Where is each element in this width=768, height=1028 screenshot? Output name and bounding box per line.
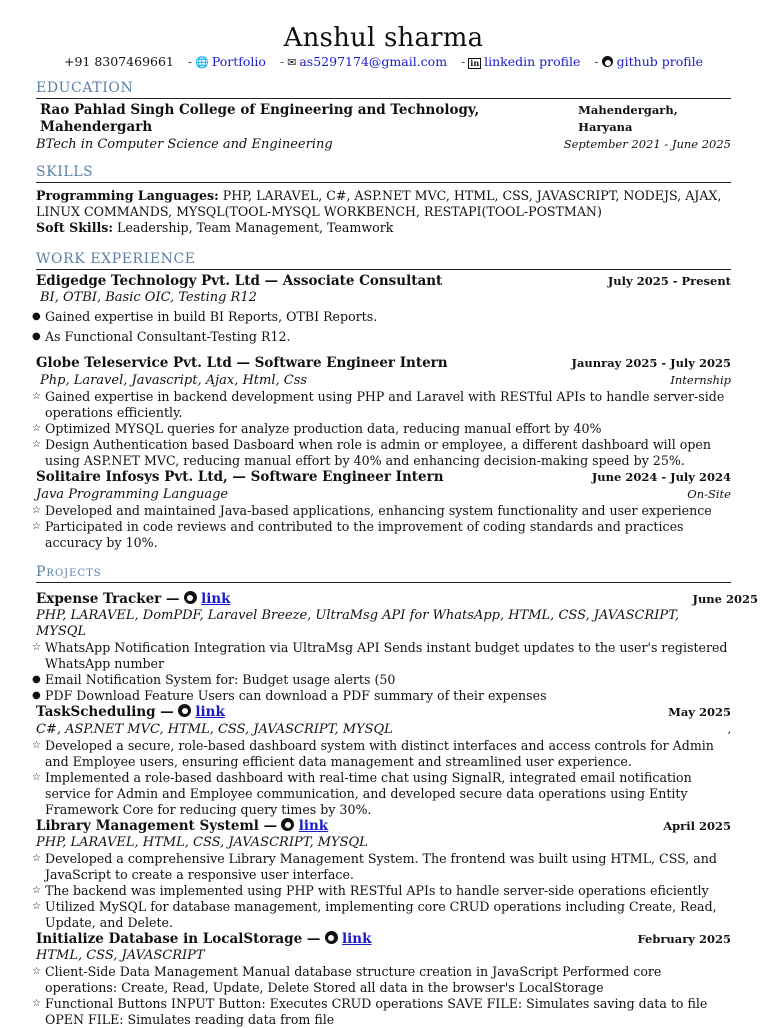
list-item: ☆ Gained expertise in backend development using PHP and Laravel with RESTful APIs to handle server-side operations efficiently.: [32, 389, 725, 420]
list-item: ☆ Utilized MySQL for database management, implementing core CRUD operations including Create, Read, Update, and Delete.: [32, 899, 717, 930]
project-title: TaskScheduling — link: [36, 704, 225, 720]
list-item: ☆ Developed a comprehensive Library Management System. The frontend was built using HTML, CSS, and JavaScript to create a responsive user interface.: [32, 851, 717, 882]
list-item: ☆ Optimized MYSQL queries for analyze production data, reducing manual effort by 40%: [32, 421, 602, 436]
job-bullets: [32, 503, 731, 551]
job-header: [36, 273, 731, 290]
bullet-star-icon: ☆: [32, 521, 41, 532]
project-title: Expense Tracker — link: [36, 591, 231, 607]
education-dates: September 2021 - June 2025: [563, 137, 731, 151]
github-icon: [184, 591, 197, 604]
separator: -: [187, 54, 193, 69]
project-title: Initialize Database in LocalStorage — link: [36, 931, 372, 947]
job-company: Solitaire Infosys Pvt. Ltd, — Software Engineer Intern: [36, 469, 444, 485]
project-header: [36, 704, 731, 721]
bullet-star-icon: ☆: [32, 391, 41, 402]
portfolio-link[interactable]: Portfolio: [211, 54, 266, 69]
programming-languages: [36, 188, 731, 220]
bullet-star-icon: ☆: [32, 772, 41, 783]
project-header: [36, 931, 731, 948]
phone-number: +91 8307469661: [64, 54, 174, 69]
separator: -: [279, 54, 285, 69]
job-subheader: [36, 290, 731, 306]
bullet-star-icon: ☆: [32, 740, 41, 751]
project-bullets: [32, 851, 731, 931]
bullet-dot-icon: ●: [32, 331, 41, 342]
education-heading: EDUCATION: [36, 79, 731, 99]
project-title: Library Management Systeml — link: [36, 818, 329, 834]
list-item: ☆ Design Authentication based Dasboard when role is admin or employee, a different dashboard will open using ASP.NET MVC, reducing manual effort by 40% and enhancing decision-making speed by 25%.: [32, 437, 711, 468]
project-tech: HTML, CSS, JAVASCRIPT: [36, 948, 205, 963]
project-link[interactable]: link: [195, 704, 225, 720]
job-header: [36, 469, 731, 486]
email-link[interactable]: as5297174@gmail.com: [299, 54, 448, 69]
bullet-dot-icon: ●: [32, 674, 41, 685]
list-item: ☆ Participated in code reviews and contributed to the improvement of coding standards and practices accuracy by 10%.: [32, 519, 684, 550]
job-subheader: [36, 486, 731, 503]
job-type: On-Site: [687, 487, 731, 501]
separator: -: [461, 54, 466, 69]
project-date: June 2025: [692, 592, 758, 606]
bullet-star-icon: ☆: [32, 901, 41, 912]
degree-row: [36, 136, 731, 153]
list-item: ☆ Client-Side Data Management Manual database structure creation in JavaScript Performed core operations: Create, Read, Update, Delete Stored all data in the browser's LocalStorage: [32, 964, 662, 995]
bullet-dot-icon: ●: [32, 311, 41, 322]
job-bullets: [32, 389, 731, 469]
project-bullets: [32, 640, 731, 704]
bullet-star-icon: ☆: [32, 998, 41, 1009]
linkedin-link[interactable]: linkedin profile: [484, 54, 581, 69]
list-item: ☆ Developed a secure, role-based dashboard system with distinct interfaces and access controls for Admin and Employee users, ensuring efficient data management and streamlined user experience.: [32, 738, 714, 769]
project-extra: ,: [727, 722, 731, 736]
projects-heading: Projects: [36, 563, 731, 583]
list-item: ● PDF Download Feature Users can download a PDF summary of their expenses: [32, 688, 547, 703]
contact-line: [36, 54, 731, 71]
list-item: ☆ The backend was implemented using PHP with RESTful APIs to handle server-side operations eficiently: [32, 883, 709, 898]
soft-skills: [36, 220, 731, 236]
globe-icon: 🌐: [195, 56, 209, 69]
github-icon: [325, 931, 338, 944]
project-tech: PHP, LARAVEL, HTML, CSS, JAVASCRIPT, MYSQL: [36, 835, 368, 850]
job-type: Internship: [670, 373, 731, 387]
separator: -: [594, 54, 599, 69]
project-subheader: [36, 721, 731, 738]
school-name: Rao Pahlad Singh College of Engineering and Technology, Mahendergarh: [40, 102, 480, 135]
bullet-star-icon: ☆: [32, 505, 41, 516]
envelope-icon: ✉: [287, 56, 297, 69]
project-link[interactable]: link: [201, 591, 231, 607]
list-item: ☆ Functional Buttons INPUT Button: Executes CRUD operations SAVE FILE: Simulates saving data to file OPEN FILE: Simulates reading data from file: [32, 996, 708, 1027]
bullet-star-icon: ☆: [32, 853, 41, 864]
bullet-star-icon: ☆: [32, 439, 41, 450]
bullet-star-icon: ☆: [32, 423, 41, 434]
job-dates: Jaunray 2025 - July 2025: [571, 356, 731, 370]
job-tech: Java Programming Language: [36, 487, 229, 502]
job-tech: Php, Laravel, Javascript, Ajax, Html, Css: [40, 373, 308, 388]
project-header: [36, 591, 758, 608]
job-dates: July 2025 - Present: [607, 274, 731, 288]
job-company: Globe Teleservice Pvt. Ltd — Software Engineer Intern: [36, 355, 448, 371]
skill-value: Leadership, Team Management, Teamwork: [117, 220, 394, 235]
project-tech: C#, ASP.NET MVC, HTML, CSS, JAVASCRIPT, MYSQL: [36, 722, 393, 737]
project-header: [36, 818, 731, 835]
github-icon: [178, 704, 191, 717]
project-link[interactable]: link: [298, 818, 329, 834]
skill-label: Soft Skills:: [36, 220, 114, 235]
github-link[interactable]: github profile: [616, 54, 703, 69]
list-item: ● Email Notification System for: Budget usage alerts (50: [32, 672, 396, 687]
bullet-dot-icon: ●: [32, 690, 41, 701]
degree: BTech in Computer Science and Engineering: [36, 137, 333, 152]
bullet-star-icon: ☆: [32, 885, 41, 896]
linkedin-icon: in: [470, 58, 480, 68]
project-date: February 2025: [637, 932, 731, 946]
skill-label: Programming Languages:: [36, 188, 219, 203]
project-bullets: [32, 738, 731, 818]
project-date: May 2025: [668, 705, 731, 719]
project-bullets: [32, 964, 731, 1028]
resume-page: [32, 22, 758, 1028]
list-item: ☆ Implemented a role-based dashboard with real-time chat using SignalR, integrated email notification service for Admin and Employee communication, and developed secure data operations using Entity Framework Core for reducing query times by 30%.: [32, 770, 692, 817]
work-heading: WORK EXPERIENCE: [36, 250, 731, 270]
github-icon: [602, 56, 613, 67]
school-location: Mahendergarh, Haryana: [578, 103, 678, 134]
project-link[interactable]: link: [342, 931, 372, 947]
project-date: April 2025: [663, 819, 731, 833]
job-header: [36, 355, 731, 372]
skill-value: PHP, LARAVEL, C#, ASP.NET MVC, HTML, CSS, JAVASCRIPT, NODEJS, AJAX, LINUX COMMANDS, MYSQL(TOOL-MYSQL WORKBENCH, RESTAPI(TOOL-POSTMAN): [36, 188, 722, 219]
github-icon: [281, 818, 294, 831]
list-item: ● Gained expertise in build BI Reports, OTBI Reports.: [32, 309, 378, 324]
job-bullets: [32, 309, 731, 345]
education-row: [36, 102, 731, 136]
list-item: ☆ WhatsApp Notification Integration via UltraMsg API Sends instant budget updates to the user's registered WhatsApp number: [32, 640, 728, 671]
skills-heading: SKILLS: [36, 163, 731, 183]
job-dates: June 2024 - July 2024: [591, 470, 731, 484]
candidate-name: Anshul sharma: [283, 23, 484, 53]
job-subheader: [36, 372, 731, 389]
list-item: ☆ Developed and maintained Java-based applications, enhancing system functionality and user experience: [32, 503, 712, 518]
project-tech: PHP, LARAVEL, DomPDF, Laravel Breeze, UltraMsg API for WhatsApp, HTML, CSS, JAVASCRIPT, MYSQL: [36, 608, 680, 639]
job-tech: BI, OTBI, Basic OIC, Testing R12: [40, 290, 257, 305]
list-item: ● As Functional Consultant-Testing R12.: [32, 329, 291, 344]
bullet-star-icon: ☆: [32, 966, 41, 977]
job-company: Edigedge Technology Pvt. Ltd — Associate Consultant: [36, 273, 443, 289]
bullet-star-icon: ☆: [32, 642, 41, 653]
